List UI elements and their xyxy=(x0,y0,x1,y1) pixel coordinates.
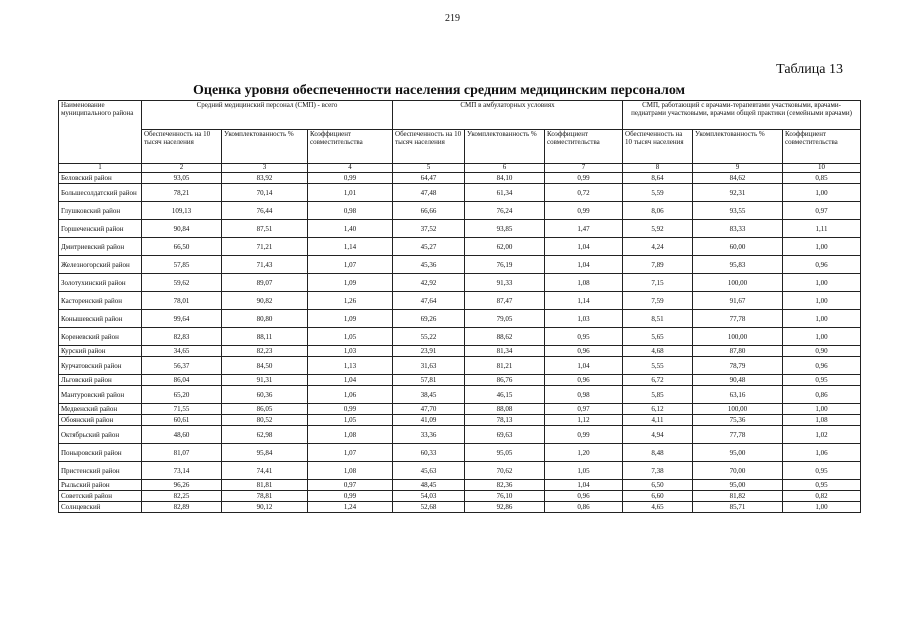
provision-total-cell: 90,84 xyxy=(142,220,222,238)
staffing-total-cell: 82,23 xyxy=(222,346,308,357)
provision-total-cell: 78,21 xyxy=(142,184,222,202)
provision-primary-cell: 6,60 xyxy=(623,491,693,502)
staffing-total-cell: 70,14 xyxy=(222,184,308,202)
staffing-ambulatory-cell: 92,86 xyxy=(465,502,545,513)
provision-total-cell: 73,14 xyxy=(142,462,222,480)
district-name-cell: Поныровский район xyxy=(59,444,142,462)
provision-total-cell: 82,89 xyxy=(142,502,222,513)
table-row xyxy=(59,310,861,328)
ratio-primary-cell: 0,97 xyxy=(783,202,861,220)
ratio-primary-cell: 0,96 xyxy=(783,256,861,274)
staffing-total-cell: 60,36 xyxy=(222,386,308,404)
staffing-total-cell: 71,43 xyxy=(222,256,308,274)
column-number: 9 xyxy=(693,164,783,173)
provision-ambulatory-cell: 47,70 xyxy=(393,404,465,415)
table-row xyxy=(59,274,861,292)
provision-primary-cell: 6,50 xyxy=(623,480,693,491)
header-group-primary-care: СМП, работающий с врачами-терапевтами участковыми, врачами-педиатрами участковыми, врачами общей практики (семейными врачами) xyxy=(623,101,861,130)
table-row xyxy=(59,502,861,513)
staffing-primary-cell: 77,78 xyxy=(693,310,783,328)
staffing-total-cell: 95,84 xyxy=(222,444,308,462)
table-row xyxy=(59,202,861,220)
ratio-primary-cell: 1,00 xyxy=(783,274,861,292)
column-number-row xyxy=(59,164,861,173)
column-number: 6 xyxy=(465,164,545,173)
header-provision: Обеспеченность на 10 тысяч населения xyxy=(623,130,693,164)
provision-total-cell: 82,83 xyxy=(142,328,222,346)
ratio-total-cell: 1,13 xyxy=(308,357,393,375)
provision-ambulatory-cell: 60,33 xyxy=(393,444,465,462)
ratio-primary-cell: 1,08 xyxy=(783,415,861,426)
district-name-cell: Глушковский район xyxy=(59,202,142,220)
staffing-ambulatory-cell: 93,85 xyxy=(465,220,545,238)
ratio-ambulatory-cell: 1,04 xyxy=(545,238,623,256)
ratio-total-cell: 0,99 xyxy=(308,491,393,502)
ratio-primary-cell: 1,00 xyxy=(783,404,861,415)
staffing-primary-cell: 77,78 xyxy=(693,426,783,444)
ratio-ambulatory-cell: 1,14 xyxy=(545,292,623,310)
district-name-cell: Большесолдатский район xyxy=(59,184,142,202)
staffing-primary-cell: 100,00 xyxy=(693,328,783,346)
staffing-ambulatory-cell: 79,05 xyxy=(465,310,545,328)
provision-total-cell: 59,62 xyxy=(142,274,222,292)
provision-primary-cell: 8,48 xyxy=(623,444,693,462)
table-row xyxy=(59,415,861,426)
provision-primary-cell: 7,38 xyxy=(623,462,693,480)
provision-ambulatory-cell: 45,27 xyxy=(393,238,465,256)
staffing-total-cell: 88,11 xyxy=(222,328,308,346)
provision-total-cell: 109,13 xyxy=(142,202,222,220)
provision-ambulatory-cell: 45,36 xyxy=(393,256,465,274)
staffing-ambulatory-cell: 81,21 xyxy=(465,357,545,375)
ratio-primary-cell: 0,86 xyxy=(783,386,861,404)
provision-primary-cell: 7,59 xyxy=(623,292,693,310)
ratio-ambulatory-cell: 0,97 xyxy=(545,404,623,415)
district-name-cell: Курский район xyxy=(59,346,142,357)
provision-primary-cell: 7,89 xyxy=(623,256,693,274)
provision-total-cell: 60,61 xyxy=(142,415,222,426)
header-provision: Обеспеченность на 10 тысяч населения xyxy=(393,130,465,164)
staffing-ambulatory-cell: 69,63 xyxy=(465,426,545,444)
table-row xyxy=(59,386,861,404)
header-ratio: Коэффициент совместительства xyxy=(783,130,861,164)
staffing-ambulatory-cell: 82,36 xyxy=(465,480,545,491)
provision-total-cell: 48,60 xyxy=(142,426,222,444)
staffing-primary-cell: 78,79 xyxy=(693,357,783,375)
table-row xyxy=(59,357,861,375)
district-name-cell: Медвенский район xyxy=(59,404,142,415)
staffing-primary-cell: 90,48 xyxy=(693,375,783,386)
column-number: 10 xyxy=(783,164,861,173)
staffing-total-cell: 90,12 xyxy=(222,502,308,513)
table-row xyxy=(59,404,861,415)
staffing-primary-cell: 84,62 xyxy=(693,173,783,184)
ratio-total-cell: 1,04 xyxy=(308,375,393,386)
staffing-primary-cell: 81,82 xyxy=(693,491,783,502)
provision-total-cell: 71,55 xyxy=(142,404,222,415)
district-name-cell: Октябрьский район xyxy=(59,426,142,444)
table-row xyxy=(59,184,861,202)
district-name-cell: Касторенский район xyxy=(59,292,142,310)
provision-ambulatory-cell: 42,92 xyxy=(393,274,465,292)
ratio-primary-cell: 1,00 xyxy=(783,184,861,202)
provision-ambulatory-cell: 57,81 xyxy=(393,375,465,386)
column-number: 3 xyxy=(222,164,308,173)
staffing-ambulatory-cell: 76,24 xyxy=(465,202,545,220)
ratio-total-cell: 1,07 xyxy=(308,444,393,462)
provision-primary-cell: 8,06 xyxy=(623,202,693,220)
provision-primary-cell: 5,65 xyxy=(623,328,693,346)
staffing-primary-cell: 95,83 xyxy=(693,256,783,274)
ratio-ambulatory-cell: 1,47 xyxy=(545,220,623,238)
ratio-primary-cell: 0,95 xyxy=(783,480,861,491)
column-number: 5 xyxy=(393,164,465,173)
header-name-column: Наименование муниципального района xyxy=(59,101,142,164)
ratio-ambulatory-cell: 0,98 xyxy=(545,386,623,404)
ratio-primary-cell: 0,85 xyxy=(783,173,861,184)
ratio-ambulatory-cell: 0,72 xyxy=(545,184,623,202)
header-ratio: Коэффициент совместительства xyxy=(308,130,393,164)
provision-primary-cell: 4,24 xyxy=(623,238,693,256)
ratio-primary-cell: 1,00 xyxy=(783,238,861,256)
header-provision: Обеспеченность на 10 тысяч населения xyxy=(142,130,222,164)
header-ratio: Коэффициент совместительства xyxy=(545,130,623,164)
staffing-total-cell: 62,98 xyxy=(222,426,308,444)
provision-primary-cell: 5,85 xyxy=(623,386,693,404)
district-name-cell: Золотухинский район xyxy=(59,274,142,292)
ratio-ambulatory-cell: 0,86 xyxy=(545,502,623,513)
provision-total-cell: 57,85 xyxy=(142,256,222,274)
ratio-primary-cell: 0,96 xyxy=(783,357,861,375)
staffing-primary-cell: 93,55 xyxy=(693,202,783,220)
staffing-primary-cell: 75,36 xyxy=(693,415,783,426)
provision-primary-cell: 5,55 xyxy=(623,357,693,375)
staffing-total-cell: 80,52 xyxy=(222,415,308,426)
staffing-total-cell: 78,81 xyxy=(222,491,308,502)
table-row xyxy=(59,292,861,310)
table-row xyxy=(59,480,861,491)
district-name-cell: Мантуровский район xyxy=(59,386,142,404)
provision-ambulatory-cell: 31,63 xyxy=(393,357,465,375)
ratio-primary-cell: 1,00 xyxy=(783,310,861,328)
staffing-ambulatory-cell: 81,34 xyxy=(465,346,545,357)
table-row xyxy=(59,491,861,502)
table-row xyxy=(59,173,861,184)
ratio-total-cell: 1,05 xyxy=(308,328,393,346)
staffing-total-cell: 86,05 xyxy=(222,404,308,415)
ratio-ambulatory-cell: 0,99 xyxy=(545,202,623,220)
staffing-total-cell: 91,31 xyxy=(222,375,308,386)
ratio-ambulatory-cell: 0,96 xyxy=(545,491,623,502)
provision-ambulatory-cell: 45,63 xyxy=(393,462,465,480)
column-number: 2 xyxy=(142,164,222,173)
staffing-primary-cell: 91,67 xyxy=(693,292,783,310)
provision-ambulatory-cell: 52,68 xyxy=(393,502,465,513)
provision-total-cell: 82,25 xyxy=(142,491,222,502)
ratio-primary-cell: 1,00 xyxy=(783,292,861,310)
staffing-total-cell: 76,44 xyxy=(222,202,308,220)
ratio-primary-cell: 1,11 xyxy=(783,220,861,238)
district-name-cell: Льговский район xyxy=(59,375,142,386)
provision-total-cell: 78,01 xyxy=(142,292,222,310)
provision-total-cell: 96,26 xyxy=(142,480,222,491)
ratio-ambulatory-cell: 1,04 xyxy=(545,480,623,491)
table-label: Таблица 13 xyxy=(776,62,843,77)
table-row xyxy=(59,375,861,386)
data-table xyxy=(58,100,861,513)
ratio-primary-cell: 0,82 xyxy=(783,491,861,502)
ratio-total-cell: 1,09 xyxy=(308,310,393,328)
provision-primary-cell: 6,12 xyxy=(623,404,693,415)
header-staffing: Укомплектованность % xyxy=(222,130,308,164)
staffing-primary-cell: 85,71 xyxy=(693,502,783,513)
staffing-primary-cell: 70,00 xyxy=(693,462,783,480)
table-row xyxy=(59,220,861,238)
district-name-cell: Беловский район xyxy=(59,173,142,184)
staffing-ambulatory-cell: 46,15 xyxy=(465,386,545,404)
provision-total-cell: 65,20 xyxy=(142,386,222,404)
ratio-ambulatory-cell: 1,04 xyxy=(545,357,623,375)
table-row xyxy=(59,426,861,444)
district-name-cell: Обоянский район xyxy=(59,415,142,426)
ratio-ambulatory-cell: 1,03 xyxy=(545,310,623,328)
district-name-cell: Рыльский район xyxy=(59,480,142,491)
ratio-primary-cell: 0,95 xyxy=(783,375,861,386)
staffing-primary-cell: 100,00 xyxy=(693,404,783,415)
header-group-total: Средний медицинский персонал (СМП) - всего xyxy=(142,101,393,130)
staffing-ambulatory-cell: 78,13 xyxy=(465,415,545,426)
district-name-cell: Конышевский район xyxy=(59,310,142,328)
staffing-total-cell: 89,07 xyxy=(222,274,308,292)
ratio-ambulatory-cell: 1,08 xyxy=(545,274,623,292)
ratio-total-cell: 1,06 xyxy=(308,386,393,404)
provision-total-cell: 86,04 xyxy=(142,375,222,386)
ratio-total-cell: 1,01 xyxy=(308,184,393,202)
provision-ambulatory-cell: 64,47 xyxy=(393,173,465,184)
provision-primary-cell: 6,72 xyxy=(623,375,693,386)
ratio-primary-cell: 1,02 xyxy=(783,426,861,444)
staffing-ambulatory-cell: 88,62 xyxy=(465,328,545,346)
provision-primary-cell: 4,68 xyxy=(623,346,693,357)
ratio-total-cell: 0,98 xyxy=(308,202,393,220)
table-row xyxy=(59,346,861,357)
provision-ambulatory-cell: 47,64 xyxy=(393,292,465,310)
provision-primary-cell: 8,51 xyxy=(623,310,693,328)
district-name-cell: Дмитриевский район xyxy=(59,238,142,256)
provision-ambulatory-cell: 37,52 xyxy=(393,220,465,238)
table-row xyxy=(59,462,861,480)
ratio-total-cell: 0,99 xyxy=(308,173,393,184)
ratio-ambulatory-cell: 1,12 xyxy=(545,415,623,426)
staffing-ambulatory-cell: 70,62 xyxy=(465,462,545,480)
staffing-total-cell: 84,50 xyxy=(222,357,308,375)
ratio-total-cell: 1,09 xyxy=(308,274,393,292)
provision-ambulatory-cell: 47,48 xyxy=(393,184,465,202)
ratio-total-cell: 1,05 xyxy=(308,415,393,426)
staffing-ambulatory-cell: 61,34 xyxy=(465,184,545,202)
district-name-cell: Горшеченский район xyxy=(59,220,142,238)
ratio-primary-cell: 1,06 xyxy=(783,444,861,462)
staffing-ambulatory-cell: 91,33 xyxy=(465,274,545,292)
ratio-ambulatory-cell: 0,99 xyxy=(545,173,623,184)
ratio-total-cell: 1,24 xyxy=(308,502,393,513)
provision-ambulatory-cell: 41,09 xyxy=(393,415,465,426)
staffing-total-cell: 81,81 xyxy=(222,480,308,491)
ratio-ambulatory-cell: 1,04 xyxy=(545,256,623,274)
ratio-total-cell: 1,07 xyxy=(308,256,393,274)
provision-ambulatory-cell: 55,22 xyxy=(393,328,465,346)
provision-ambulatory-cell: 23,91 xyxy=(393,346,465,357)
staffing-total-cell: 87,51 xyxy=(222,220,308,238)
provision-ambulatory-cell: 48,45 xyxy=(393,480,465,491)
staffing-ambulatory-cell: 84,10 xyxy=(465,173,545,184)
staffing-total-cell: 74,41 xyxy=(222,462,308,480)
provision-total-cell: 66,50 xyxy=(142,238,222,256)
staffing-ambulatory-cell: 95,05 xyxy=(465,444,545,462)
column-number: 8 xyxy=(623,164,693,173)
provision-ambulatory-cell: 38,45 xyxy=(393,386,465,404)
ratio-primary-cell: 0,90 xyxy=(783,346,861,357)
document-title: Оценка уровня обеспеченности населения средним медицинским персоналом xyxy=(193,83,686,98)
provision-total-cell: 81,07 xyxy=(142,444,222,462)
column-number: 7 xyxy=(545,164,623,173)
ratio-ambulatory-cell: 0,96 xyxy=(545,375,623,386)
header-group-ambulatory: СМП в амбулаторных условиях xyxy=(393,101,623,130)
provision-primary-cell: 8,64 xyxy=(623,173,693,184)
ratio-ambulatory-cell: 1,05 xyxy=(545,462,623,480)
ratio-total-cell: 0,97 xyxy=(308,480,393,491)
ratio-primary-cell: 1,00 xyxy=(783,328,861,346)
ratio-primary-cell: 1,00 xyxy=(783,502,861,513)
staffing-primary-cell: 83,33 xyxy=(693,220,783,238)
ratio-ambulatory-cell: 0,96 xyxy=(545,346,623,357)
ratio-total-cell: 1,08 xyxy=(308,426,393,444)
district-name-cell: Солнцевский xyxy=(59,502,142,513)
ratio-ambulatory-cell: 0,95 xyxy=(545,328,623,346)
district-name-cell: Пристенский район xyxy=(59,462,142,480)
staffing-ambulatory-cell: 87,47 xyxy=(465,292,545,310)
ratio-total-cell: 1,08 xyxy=(308,462,393,480)
provision-primary-cell: 4,65 xyxy=(623,502,693,513)
header-staffing: Укомплектованность % xyxy=(693,130,783,164)
ratio-total-cell: 0,99 xyxy=(308,404,393,415)
staffing-primary-cell: 87,80 xyxy=(693,346,783,357)
table-row xyxy=(59,328,861,346)
district-name-cell: Железногорский район xyxy=(59,256,142,274)
staffing-ambulatory-cell: 88,08 xyxy=(465,404,545,415)
provision-total-cell: 34,65 xyxy=(142,346,222,357)
provision-total-cell: 56,37 xyxy=(142,357,222,375)
staffing-ambulatory-cell: 62,00 xyxy=(465,238,545,256)
table-row xyxy=(59,444,861,462)
provision-total-cell: 99,64 xyxy=(142,310,222,328)
staffing-total-cell: 71,21 xyxy=(222,238,308,256)
staffing-primary-cell: 100,00 xyxy=(693,274,783,292)
district-name-cell: Курчатовский район xyxy=(59,357,142,375)
staffing-primary-cell: 92,31 xyxy=(693,184,783,202)
staffing-ambulatory-cell: 86,76 xyxy=(465,375,545,386)
staffing-primary-cell: 60,00 xyxy=(693,238,783,256)
page-number: 219 xyxy=(445,13,460,24)
ratio-total-cell: 1,26 xyxy=(308,292,393,310)
staffing-total-cell: 90,82 xyxy=(222,292,308,310)
column-number: 4 xyxy=(308,164,393,173)
ratio-total-cell: 1,14 xyxy=(308,238,393,256)
header-staffing: Укомплектованность % xyxy=(465,130,545,164)
staffing-primary-cell: 95,00 xyxy=(693,480,783,491)
staffing-total-cell: 80,80 xyxy=(222,310,308,328)
provision-primary-cell: 4,11 xyxy=(623,415,693,426)
provision-total-cell: 93,05 xyxy=(142,173,222,184)
provision-ambulatory-cell: 66,66 xyxy=(393,202,465,220)
district-name-cell: Советский район xyxy=(59,491,142,502)
ratio-total-cell: 1,03 xyxy=(308,346,393,357)
district-name-cell: Кореневский район xyxy=(59,328,142,346)
ratio-primary-cell: 0,95 xyxy=(783,462,861,480)
provision-ambulatory-cell: 69,26 xyxy=(393,310,465,328)
table-row xyxy=(59,256,861,274)
provision-primary-cell: 5,92 xyxy=(623,220,693,238)
provision-primary-cell: 5,59 xyxy=(623,184,693,202)
provision-primary-cell: 4,94 xyxy=(623,426,693,444)
table-row xyxy=(59,238,861,256)
staffing-total-cell: 83,92 xyxy=(222,173,308,184)
staffing-primary-cell: 95,00 xyxy=(693,444,783,462)
ratio-ambulatory-cell: 1,20 xyxy=(545,444,623,462)
column-number: 1 xyxy=(59,164,142,173)
provision-ambulatory-cell: 54,03 xyxy=(393,491,465,502)
staffing-primary-cell: 63,16 xyxy=(693,386,783,404)
provision-ambulatory-cell: 33,36 xyxy=(393,426,465,444)
staffing-ambulatory-cell: 76,19 xyxy=(465,256,545,274)
ratio-total-cell: 1,40 xyxy=(308,220,393,238)
staffing-ambulatory-cell: 76,10 xyxy=(465,491,545,502)
ratio-ambulatory-cell: 0,99 xyxy=(545,426,623,444)
provision-primary-cell: 7,15 xyxy=(623,274,693,292)
